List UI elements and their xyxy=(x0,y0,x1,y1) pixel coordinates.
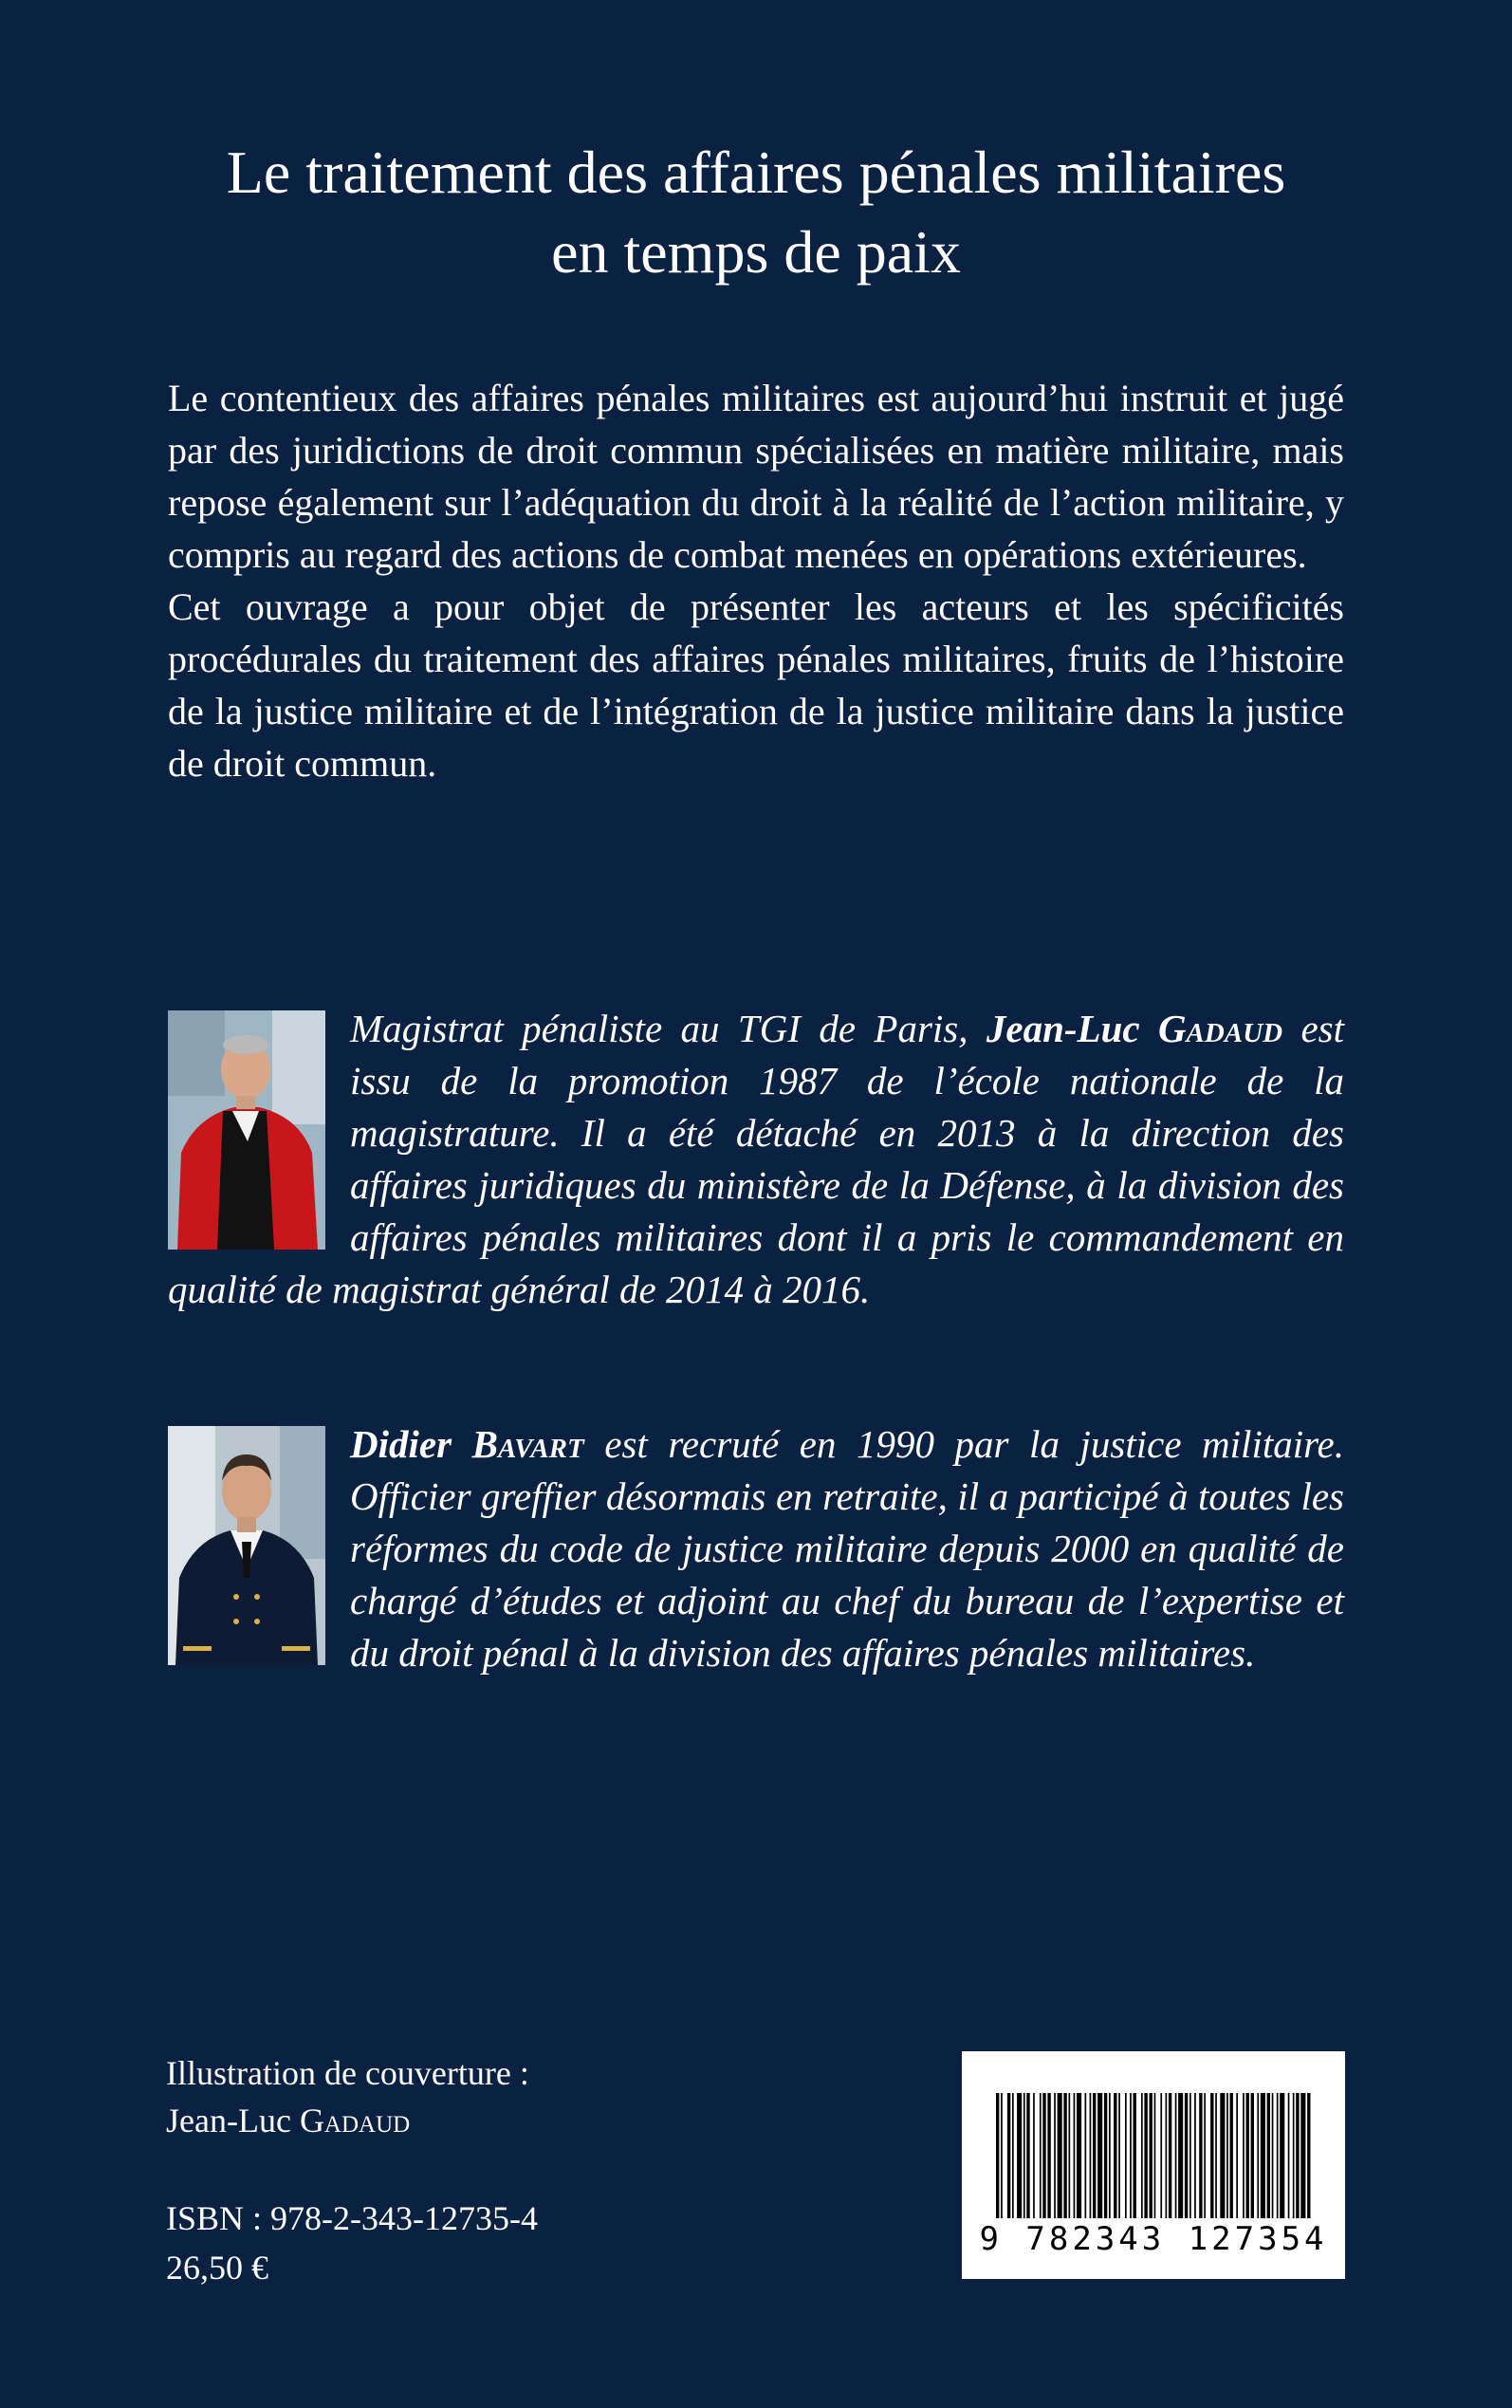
credit-first-name: Jean-Luc xyxy=(166,2102,291,2139)
credit-last-name: Gadaud xyxy=(299,2102,411,2139)
barcode-bar xyxy=(1118,2093,1120,2218)
barcode-bar xyxy=(1280,2093,1284,2218)
barcode-bar xyxy=(1160,2093,1162,2218)
author2-last-name: Bavart xyxy=(471,1422,584,1466)
barcode-bar xyxy=(1272,2093,1274,2218)
title-line-2: en temps de paix xyxy=(551,218,961,286)
barcode-bar xyxy=(1175,2093,1177,2218)
barcode-bar xyxy=(1261,2093,1265,2218)
barcode-bar xyxy=(1215,2093,1217,2218)
barcode-bar xyxy=(1267,2093,1270,2218)
title-line-1: Le traitement des affaires pénales militaires xyxy=(226,139,1286,206)
cover-credit xyxy=(166,2049,529,2144)
barcode-bar xyxy=(1085,2093,1087,2218)
barcode-bar xyxy=(1300,2093,1305,2218)
barcode-bar xyxy=(1226,2093,1228,2218)
summary-paragraph-1: Le contentieux des affaires pénales militaires est aujourd’hui instruit et jugé par des juridictions de droit commun spécialisées en matière militaire, mais repose également sur l’adéquation du droit à la réalité de l’action militaire, y compris au regard des actions de combat menées en opérations extérieures. xyxy=(168,377,1344,576)
author-photo-bavart xyxy=(168,1426,325,1665)
barcode-bar xyxy=(1210,2093,1213,2218)
credit-label: Illustration de couverture : xyxy=(166,2054,529,2092)
barcode-bar xyxy=(1185,2093,1188,2218)
book-summary xyxy=(168,372,1344,789)
barcode-bar xyxy=(1069,2093,1071,2218)
barcode-bar xyxy=(1026,2093,1029,2218)
barcode-bar xyxy=(1144,2093,1147,2218)
author-photo-gadaud xyxy=(168,1010,325,1250)
barcode-bar xyxy=(1246,2093,1249,2218)
barcode-bar xyxy=(1199,2093,1202,2218)
author-bio-bavart xyxy=(168,1418,1344,1679)
barcode-bar xyxy=(1178,2093,1183,2218)
barcode-bar xyxy=(996,2093,999,2218)
barcode-bar xyxy=(1236,2093,1238,2218)
summary-paragraph-2: Cet ouvrage a pour objet de présenter les acteurs et les spécificités procédurales du traitement des affaires pénales militaires, fruits de l’histoire de la justice militaire et de l’intégration de la justice militaire dans la justice de droit commun. xyxy=(168,585,1344,785)
barcode-bar xyxy=(1023,2093,1025,2218)
barcode-bar xyxy=(1130,2093,1132,2218)
barcode-bar xyxy=(1204,2093,1206,2218)
author1-first-name: Jean-Luc xyxy=(986,1007,1140,1050)
barcode-bar xyxy=(1063,2093,1066,2218)
barcode-bar xyxy=(1251,2093,1254,2218)
barcode-bar xyxy=(1166,2093,1168,2218)
barcode-bar xyxy=(1194,2093,1196,2218)
barcode-bars xyxy=(996,2093,1311,2218)
barcode-bar xyxy=(1077,2093,1081,2218)
barcode-bar xyxy=(1001,2093,1003,2218)
isbn-block xyxy=(166,2194,538,2292)
barcode-bar xyxy=(1012,2093,1014,2218)
barcode-bar xyxy=(1047,2093,1050,2218)
barcode-bar xyxy=(1033,2093,1035,2218)
barcode-digits: 9 782343 127354 xyxy=(979,2220,1328,2258)
author-bio-gadaud xyxy=(168,1003,1344,1316)
author1-bio: est issu de la promotion 1987 de l’école nationale de la magistrature. Il a été détaché en 2013 à la direction des affaires juridiques du ministère de la Défense, à la division des affaires pénales militaires dont il a pris le commandement en qualité de magistrat général de 2014 à 2016. xyxy=(168,1007,1344,1311)
barcode-bar xyxy=(1141,2093,1143,2218)
barcode-bar xyxy=(1257,2093,1259,2218)
barcode-bar xyxy=(1134,2093,1136,2218)
barcode-bar xyxy=(1114,2093,1116,2218)
author2-first-name: Didier xyxy=(350,1422,452,1466)
barcode-bar xyxy=(1154,2093,1156,2218)
barcode xyxy=(962,2051,1345,2279)
barcode-bar xyxy=(1054,2093,1056,2218)
author1-last-name: Gadaud xyxy=(1157,1007,1283,1050)
barcode-bar xyxy=(1307,2093,1310,2218)
barcode-bar xyxy=(1296,2093,1299,2218)
barcode-bar xyxy=(1150,2093,1152,2218)
author2-bio: est recruté en 1990 par la justice militaire. Officier greffier désormais en retraite, il a participé à toutes les réformes du code de justice militaire depuis 2000 en qualité de chargé d’études et adjoint au chef du bureau de l’expertise et du droit pénal à la division des affaires pénales militaires. xyxy=(350,1422,1345,1675)
barcode-bar xyxy=(1109,2093,1111,2218)
barcode-bar xyxy=(1104,2093,1107,2218)
barcode-bar xyxy=(1277,2093,1279,2218)
barcode-bar xyxy=(1169,2093,1171,2218)
barcode-bar xyxy=(1293,2093,1295,2218)
barcode-bar xyxy=(1093,2093,1096,2218)
price: 26,50 € xyxy=(166,2249,268,2287)
barcode-bar xyxy=(1230,2093,1233,2218)
isbn-number: ISBN : 978-2-343-12735-4 xyxy=(166,2199,538,2237)
credit-name xyxy=(166,2097,529,2144)
barcode-bar xyxy=(1017,2093,1022,2218)
barcode-bar xyxy=(1074,2093,1076,2218)
barcode-bar xyxy=(1042,2093,1045,2218)
barcode-bar xyxy=(1125,2093,1127,2218)
barcode-bar xyxy=(1097,2093,1102,2218)
barcode-bar xyxy=(1090,2093,1092,2218)
book-title xyxy=(95,133,1417,292)
barcode-bar xyxy=(1243,2093,1245,2218)
barcode-bar xyxy=(1220,2093,1225,2218)
barcode-bar xyxy=(1007,2093,1010,2218)
author1-intro: Magistrat pénaliste au TGI de Paris, xyxy=(350,1007,986,1050)
barcode-bar xyxy=(1040,2093,1042,2218)
barcode-bar xyxy=(1189,2093,1191,2218)
barcode-bar xyxy=(1058,2093,1062,2218)
barcode-bar xyxy=(1288,2093,1290,2218)
